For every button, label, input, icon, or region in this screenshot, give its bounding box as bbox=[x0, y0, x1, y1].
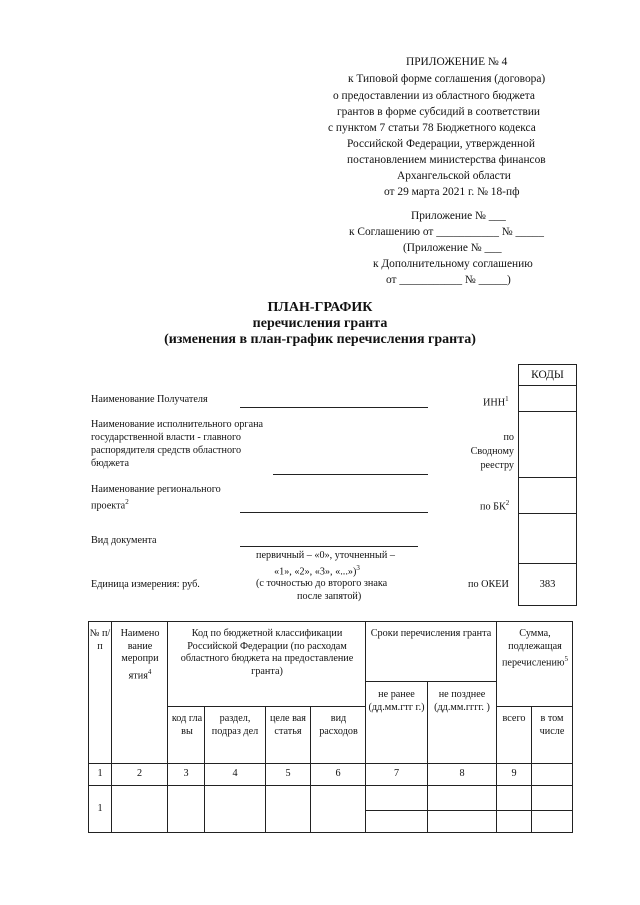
unit-hint-1: (с точностью до второго знака bbox=[256, 578, 388, 589]
appendix-line-9: от 29 марта 2021 г. № 18-пф bbox=[384, 186, 520, 198]
doc-type-label: Вид документа bbox=[91, 535, 157, 546]
table-row-total-cell[interactable] bbox=[497, 786, 531, 810]
attachment-line-3: (Приложение № ___ bbox=[403, 242, 502, 254]
header-event-name: Наимено вание меропри ятия$^4$ bbox=[120, 628, 160, 681]
table-row-event-name-cell[interactable] bbox=[112, 786, 167, 832]
appendix-title: ПРИЛОЖЕНИЕ № 4 bbox=[406, 56, 508, 68]
header-transfer-terms: Сроки перечисления гранта bbox=[370, 628, 492, 639]
appendix-line-4: грантов в форме субсидий в соответствии bbox=[337, 106, 541, 118]
attachment-line-2: к Соглашению от ___________ № _____ bbox=[349, 226, 544, 238]
col-num-9: 9 bbox=[511, 768, 517, 779]
table-row-not-later-cell[interactable] bbox=[428, 786, 496, 810]
header-total: всего bbox=[502, 713, 526, 724]
page-title: ПЛАН-ГРАФИК bbox=[267, 300, 373, 315]
col-num-3: 3 bbox=[183, 768, 189, 779]
header-not-later: не позднее (дд.мм.гггг. ) bbox=[434, 689, 490, 713]
inn-label: ИНН$^1$ bbox=[483, 395, 509, 409]
table-row-article-cell[interactable] bbox=[266, 786, 310, 832]
col-num-7: 7 bbox=[393, 768, 400, 779]
col-num-4: 4 bbox=[232, 768, 238, 779]
col-num-6: 6 bbox=[335, 768, 341, 779]
appendix-line-2: к Типовой форме соглашения (договора) bbox=[348, 73, 546, 85]
header-sum: Сумма, подлежащая перечислению$^5$ bbox=[501, 628, 569, 669]
doc-type-hint-1: первичный – «0», уточненный – bbox=[256, 550, 395, 561]
registry-label-1: по bbox=[503, 432, 514, 443]
page-subtitle-2: (изменения в план-график перечисления гранта) bbox=[164, 332, 476, 347]
authority-label: Наименование исполнительного органа государственной власти - главного распорядителя средств областного бюджета bbox=[91, 419, 264, 469]
appendix-line-7: постановлением министерства финансов bbox=[347, 154, 546, 166]
unit-hint-2: после запятой) bbox=[297, 591, 362, 602]
appendix-line-3: о предоставлении из областного бюджета bbox=[333, 90, 535, 102]
attachment-line-5: от ___________ № _____) bbox=[386, 274, 511, 286]
project-label: Наименование регионального проекта$^2$ bbox=[91, 484, 221, 512]
attachment-line-1: Приложение № ___ bbox=[411, 210, 506, 222]
col-num-5: 5 bbox=[285, 768, 291, 779]
appendix-line-6: Российской Федерации, утвержденной bbox=[347, 138, 535, 150]
bk-label: по $БК^2$ bbox=[480, 499, 510, 513]
unit-label: Единица измерения: руб. bbox=[91, 579, 200, 590]
header-budget-code: Код по бюджетной классификации Российской Федерации (по расходам областного бюджета на предоставление гранта) bbox=[180, 628, 354, 677]
table-row-chapter-cell[interactable] bbox=[168, 786, 204, 832]
table-row-number: 1 bbox=[97, 803, 103, 814]
page-subtitle: перечисления гранта bbox=[252, 316, 388, 331]
table-row-expense-cell[interactable] bbox=[311, 786, 365, 832]
appendix-line-5: с пунктом 7 статьи 78 Бюджетного кодекса bbox=[328, 122, 536, 134]
col-num-2: 2 bbox=[136, 768, 143, 779]
table-row-not-before-cell[interactable] bbox=[366, 786, 427, 810]
col-num-1: 1 bbox=[97, 768, 103, 779]
header-section: раздел, подраз дел bbox=[211, 713, 259, 737]
doc-type-hint-2: «1», «2», «3», «...»)$^3$ bbox=[274, 564, 360, 578]
header-expense-type: вид расходов bbox=[319, 713, 358, 737]
header-not-before: не ранее (дд.мм.гтг г.) bbox=[368, 689, 425, 713]
col-num-8: 8 bbox=[459, 768, 465, 779]
recipient-label: Наименование Получателя bbox=[91, 394, 208, 405]
header-including: в том числе bbox=[539, 713, 565, 737]
header-chapter-code: код гла вы bbox=[171, 713, 203, 737]
table-row-section-cell[interactable] bbox=[205, 786, 265, 832]
registry-label-2: Сводному bbox=[470, 446, 514, 457]
codes-header: КОДЫ bbox=[531, 369, 564, 381]
attachment-line-4: к Дополнительному соглашению bbox=[373, 258, 533, 270]
header-number: № п/п bbox=[89, 628, 111, 652]
okei-label: по ОКЕИ bbox=[468, 579, 509, 590]
registry-label-3: реестру bbox=[480, 460, 514, 471]
table-row-including-cell[interactable] bbox=[532, 786, 572, 810]
header-target-article: целе вая статья bbox=[269, 713, 306, 737]
appendix-line-8: Архангельской области bbox=[397, 170, 511, 182]
okei-code: 383 bbox=[539, 579, 556, 590]
